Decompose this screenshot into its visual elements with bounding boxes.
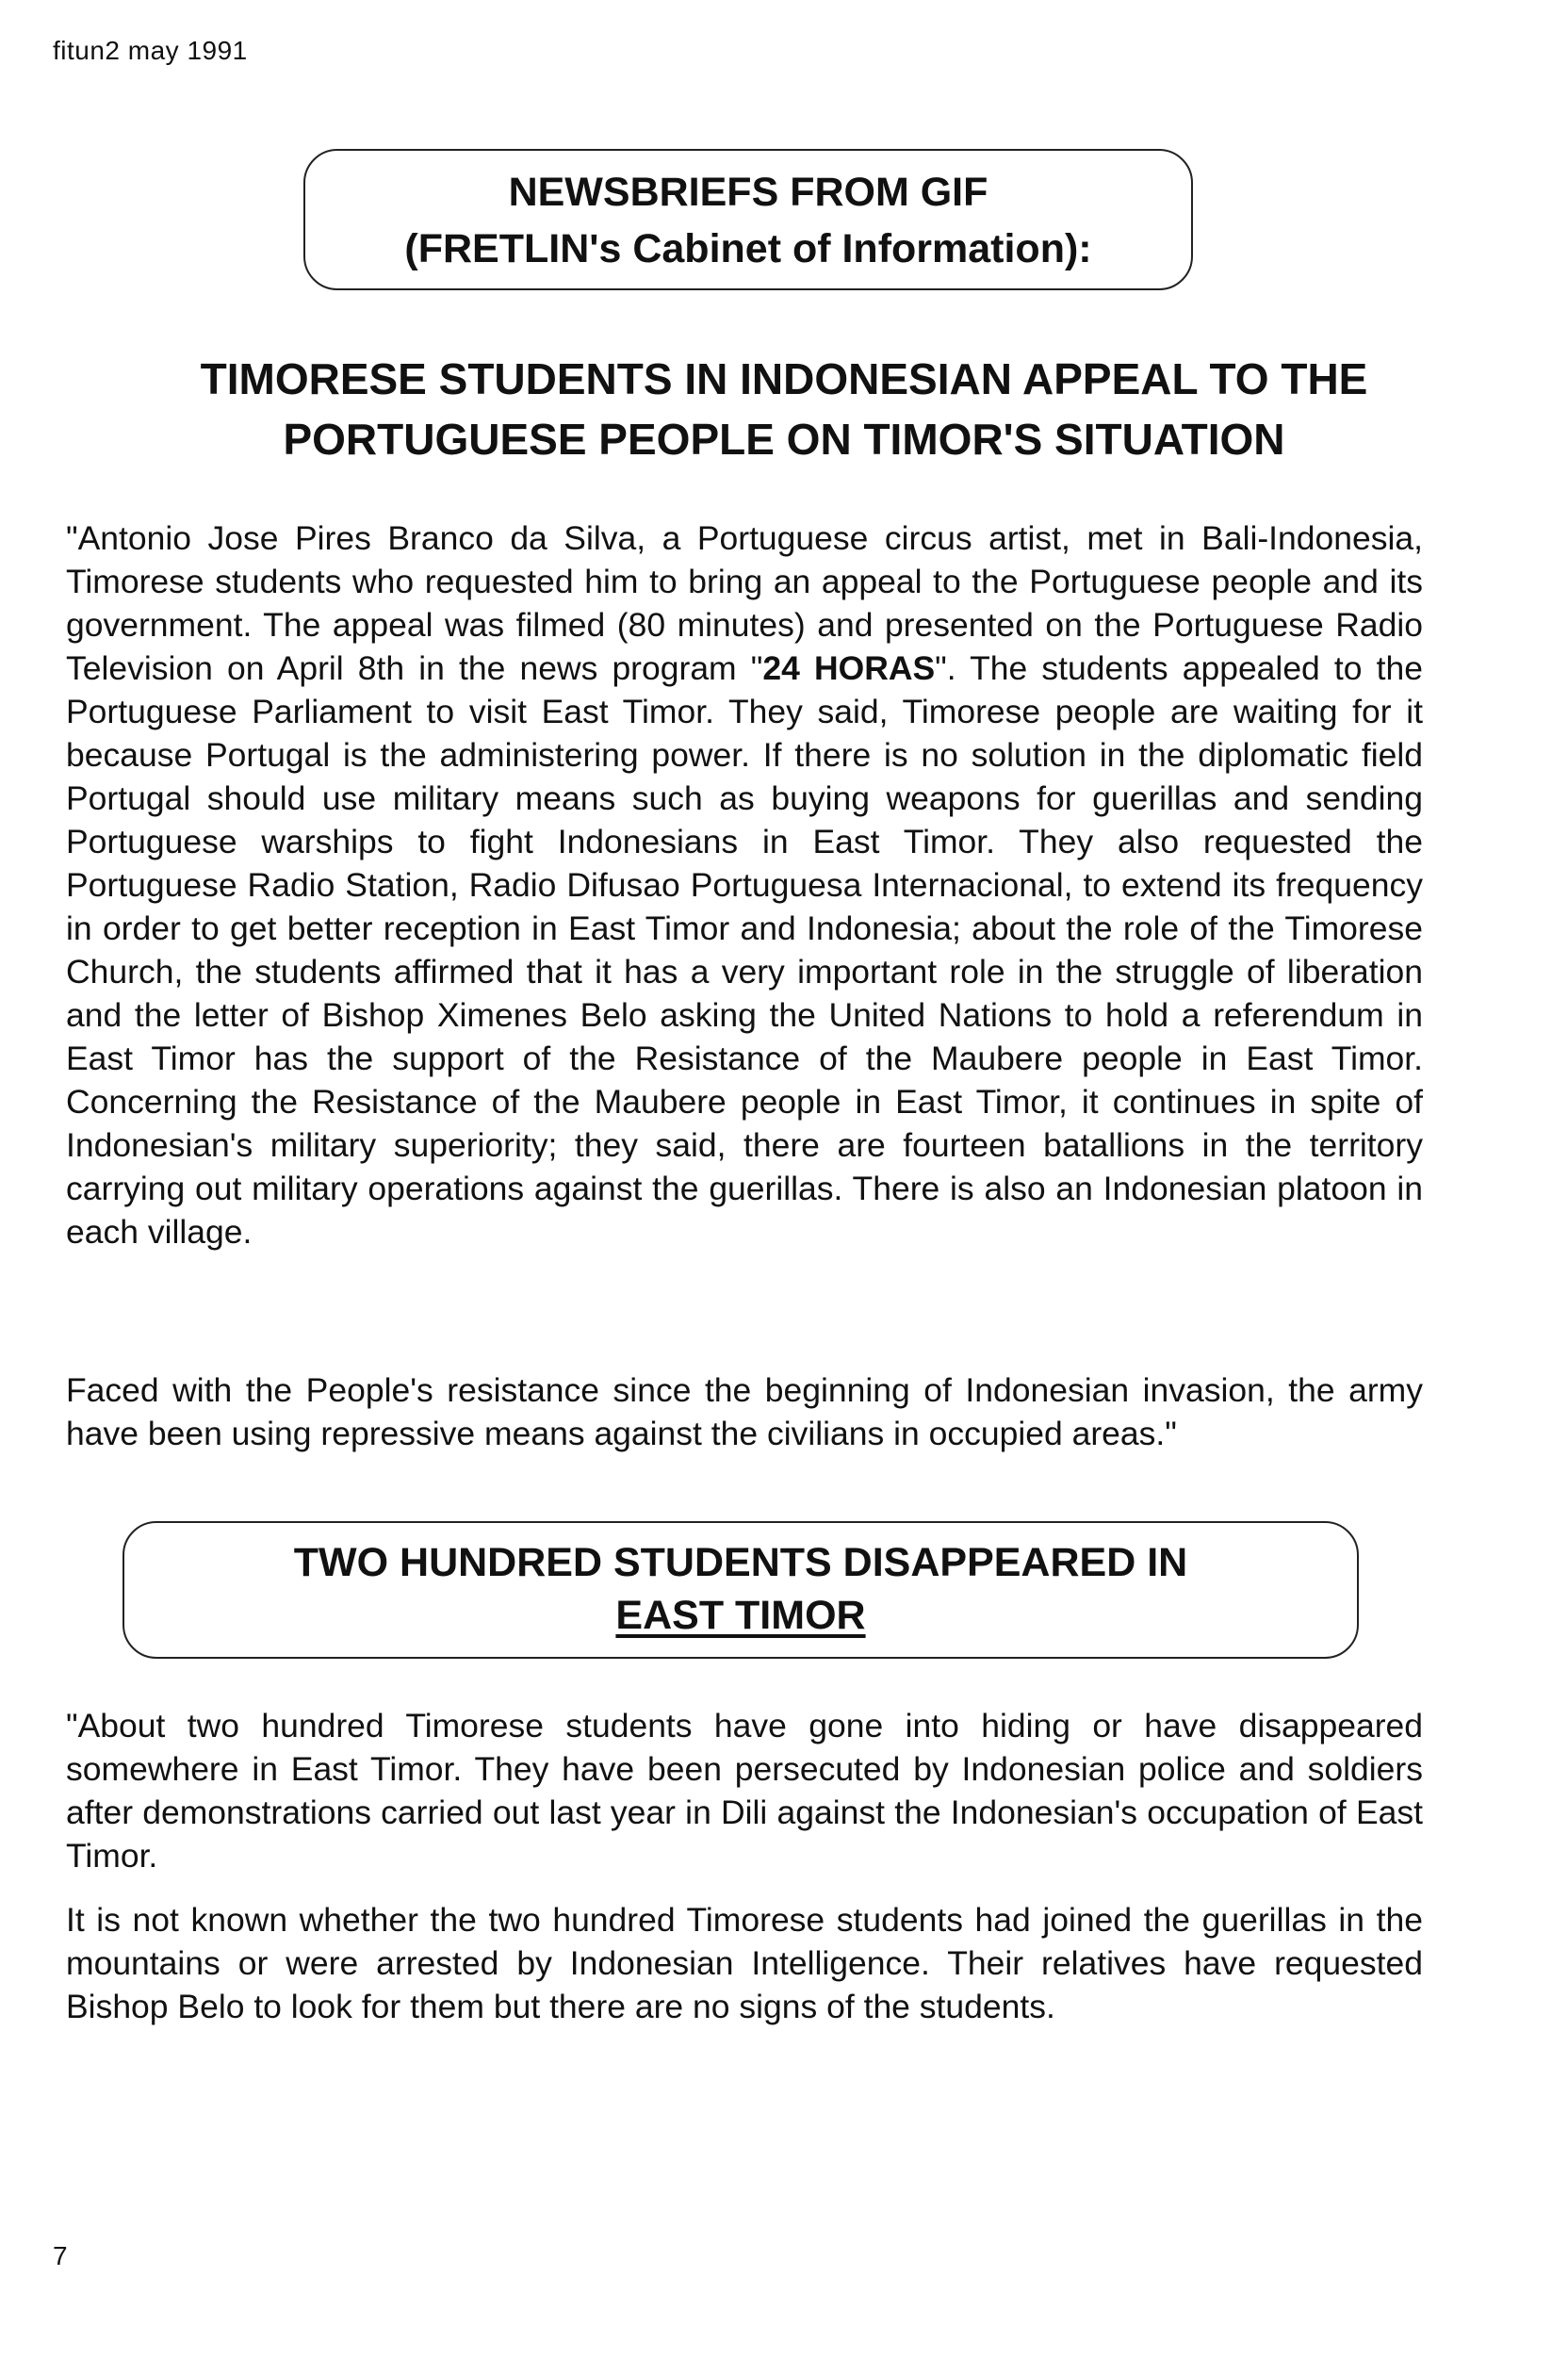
- headline-line-1: TIMORESE STUDENTS IN INDONESIAN APPEAL TO THE: [200, 354, 1368, 403]
- page-number: 7: [53, 2241, 68, 2270]
- newsbriefs-subtitle: (FRETLIN's Cabinet of Information):: [404, 226, 1092, 271]
- article-headline: [57, 349, 1511, 469]
- article1-paragraph-1: [66, 516, 1423, 1253]
- disappeared-box: [122, 1521, 1359, 1659]
- running-head: fitun2 may 1991: [53, 36, 248, 65]
- article1-paragraph-2: Faced with the People's resistance since the beginning of Indonesian invasion, the army have been using repressive means against the civilians in occupied areas.": [66, 1371, 1423, 1452]
- article1-paragraph-1-part-a: "Antonio Jose Pires Branco da Silva, a Portuguese circus artist, met in Bali-Indonesia, Timorese students who requested him to bring an appeal to the Portuguese people and its government. The appeal was filmed (80 minutes) and presented on the Portuguese Radio Television on April 8th in the news program ": [66, 519, 1423, 687]
- newsbriefs-box: [303, 149, 1193, 290]
- headline-line-2: PORTUGUESE PEOPLE ON TIMOR'S SITUATION: [283, 415, 1285, 464]
- newsbriefs-title: NEWSBRIEFS FROM GIF: [508, 170, 988, 215]
- program-name: 24 HORAS: [762, 649, 936, 687]
- article2-paragraph-2: It is not known whether the two hundred Timorese students had joined the guerillas in the mountains or were arrested by Indonesian Intelligence. Their relatives have requested Bishop Belo to look for them but there are no signs of the students.: [66, 1901, 1423, 2025]
- article2-paragraph-1: "About two hundred Timorese students have gone into hiding or have disappeared somewhere in East Timor. They have been persecuted by Indonesian police and soldiers after demonstrations carried out last year in Dili against the Indonesian's occupation of East Timor.: [66, 1707, 1423, 1875]
- disappeared-title-line-1: TWO HUNDRED STUDENTS DISAPPEARED IN: [293, 1540, 1188, 1585]
- article1-paragraph-1-part-b: ". The students appealed to the Portuguese Parliament to visit East Timor. They said, Timorese people are waiting for it because Portugal is the administering power. If there is no solution in the diplomatic field Portugal should use military means such as buying weapons for guerillas and sending Portuguese warships to fight Indonesians in East Timor. They also requested the Portuguese Radio Station, Radio Difusao Portuguesa Internacional, to extend its frequency in order to get better reception in East Timor and Indonesia; about the role of the Timorese Church, the students affirmed that it has a very important role in the struggle of liberation and the letter of Bishop Ximenes Belo asking the United Nations to hold a referendum in East Timor has the support of the Resistance of the Maubere people in East Timor. Concerning the Resistance of the Maubere people in East Timor, it continues in spite of Indonesian's military superiority; they said, there are fourteen batallions in the territory carrying out military operations against the guerillas. There is also an Indonesian platoon in each village.: [66, 649, 1423, 1251]
- disappeared-title-line-2: EAST TIMOR: [615, 1593, 866, 1638]
